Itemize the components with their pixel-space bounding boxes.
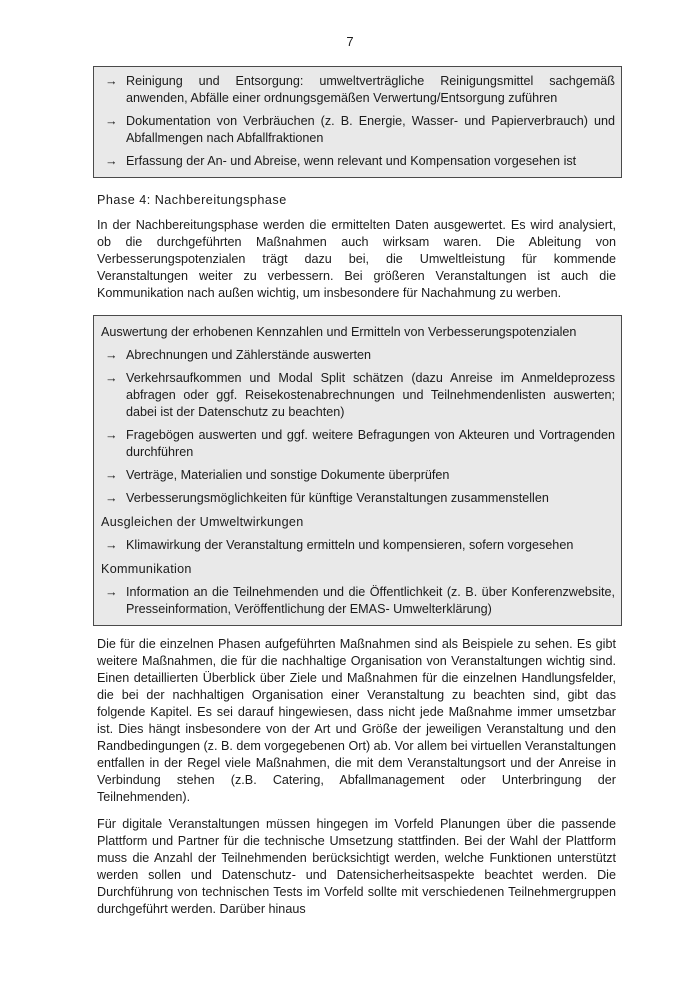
document-page-content [93, 66, 622, 928]
intro-paragraph: In der Nachbereitungsphase werden die ermittelten Daten ausgewertet. Es wird analysiert, ob die durchgeführten Maßnahmen auch wirksam waren. Die Ableitung von Verbesserungspotenzialen trägt dazu bei, die Umweltleistung für kommende Veranstaltungen weiter zu verbessern. Bei größeren Veranstaltungen ist auch die Kommunikation nach außen wichtig, um insbesondere für Nachahmung zu werben. [97, 218, 616, 300]
list-item [94, 153, 617, 170]
arrow-bullet-icon: → [105, 428, 118, 442]
arrow-bullet-icon: → [105, 74, 118, 88]
checklist-box-durchfuehrung [93, 66, 622, 178]
arrow-bullet-icon: → [105, 468, 118, 482]
list-item [94, 537, 617, 554]
list-item-text: Erfassung der An- und Abreise, wenn relevant und Kompensation vorgesehen ist [126, 154, 577, 168]
list-item [94, 347, 617, 364]
section-heading: Phase 4: Nachbereitungsphase [97, 193, 287, 207]
page-number: 7 [346, 34, 354, 49]
list-item [94, 467, 617, 484]
list-item [94, 73, 617, 107]
list-item-text: Verträge, Materialien und sonstige Dokumente überprüfen [126, 468, 450, 482]
box-subheading: Ausgleichen der Umweltwirkungen [101, 515, 304, 529]
list-item-text: Verbesserungsmöglichkeiten für künftige Veranstaltungen zusammenstellen [126, 491, 549, 505]
arrow-bullet-icon: → [105, 114, 118, 128]
list-item-text: Fragebögen auswerten und ggf. weitere Befragungen von Akteuren und Vortragenden durchführen [126, 428, 615, 459]
list-item-text: Reinigung und Entsorgung: umweltverträgliche Reinigungsmittel sachgemäß anwenden, Abfälle einer ordnungsgemäßen Verwertung/Entsorgung zuführen [126, 74, 615, 105]
list-item [94, 113, 617, 147]
list-item [94, 490, 617, 507]
arrow-bullet-icon: → [105, 538, 118, 552]
body-paragraph: Für digitale Veranstaltungen müssen hingegen im Vorfeld Planungen über die passende Plattform und Partner für die technische Umsetzung stattfinden. Bei der Wahl der Plattform muss die Anzahl der Teilnehmenden berücksichtigt werden, welche Funktionen unterstützt werden sollen und Datenschutz- und Datensicherheitsaspekte beachtet werden. Die Durchführung von technischen Tests im Vorfeld sollte mit verschiedenen Teilnehmergruppen durchgeführt werden. Darüber hinaus [97, 817, 616, 916]
list-item [94, 370, 617, 421]
list-item-text: Abrechnungen und Zählerstände auswerten [126, 348, 372, 362]
arrow-bullet-icon: → [105, 491, 118, 505]
arrow-bullet-icon: → [105, 585, 118, 599]
arrow-bullet-icon: → [105, 371, 118, 385]
list-item-text: Klimawirkung der Veranstaltung ermitteln und kompensieren, sofern vorgesehen [126, 538, 574, 552]
list-item-text: Dokumentation von Verbräuchen (z. B. Energie, Wasser- und Papierverbrauch) und Abfallmengen nach Abfallfraktionen [126, 114, 615, 145]
checklist-box-nachbereitung [93, 315, 622, 626]
list-item-text: Verkehrsaufkommen und Modal Split schätzen (dazu Anreise im Anmeldeprozess abfragen oder ggf. Reisekostenabrechnungen und Teilnehmendenlisten auswerten; dabei ist der Datenschutz zu beachten) [126, 371, 615, 419]
list-item [94, 584, 617, 618]
body-paragraph: Die für die einzelnen Phasen aufgeführten Maßnahmen sind als Beispiele zu sehen. Es gibt weitere Maßnahmen, die für die nachhaltige Organisation von Veranstaltungen wichtig sind. Einen detaillierten Überblick über Ziele und Maßnahmen für die einzelnen Handlungsfelder, die bei der nachhaltigen Organisation einer Veranstaltung zu beachten sind, gibt das folgende Kapitel. Es sei darauf hingewiesen, dass nicht jede Maßnahme immer umsetzbar ist. Dies hängt insbesondere von der Art und Größe der jeweiligen Veranstaltung und den Randbedingungen (z. B. dem vorgegebenen Ort) ab. Vor allem bei virtuellen Veranstaltungen entfallen in der Regel viele Maßnahmen, die mit dem Veranstaltungsort und der Anreise in Verbindung stehen (z.B. Catering, Abfallmanagement oder Unterbringung der Teilnehmenden). [97, 637, 616, 804]
box-subheading: Kommunikation [101, 562, 192, 576]
arrow-bullet-icon: → [105, 348, 118, 362]
list-item [94, 427, 617, 461]
arrow-bullet-icon: → [105, 154, 118, 168]
box-heading: Auswertung der erhobenen Kennzahlen und Ermitteln von Verbesserungspotenzialen [101, 325, 577, 339]
list-item-text: Information an die Teilnehmenden und die Öffentlichkeit (z. B. über Konferenzwebsite, Presseinformation, Veröffentlichung der EMAS- Umwelterklärung) [126, 585, 615, 616]
